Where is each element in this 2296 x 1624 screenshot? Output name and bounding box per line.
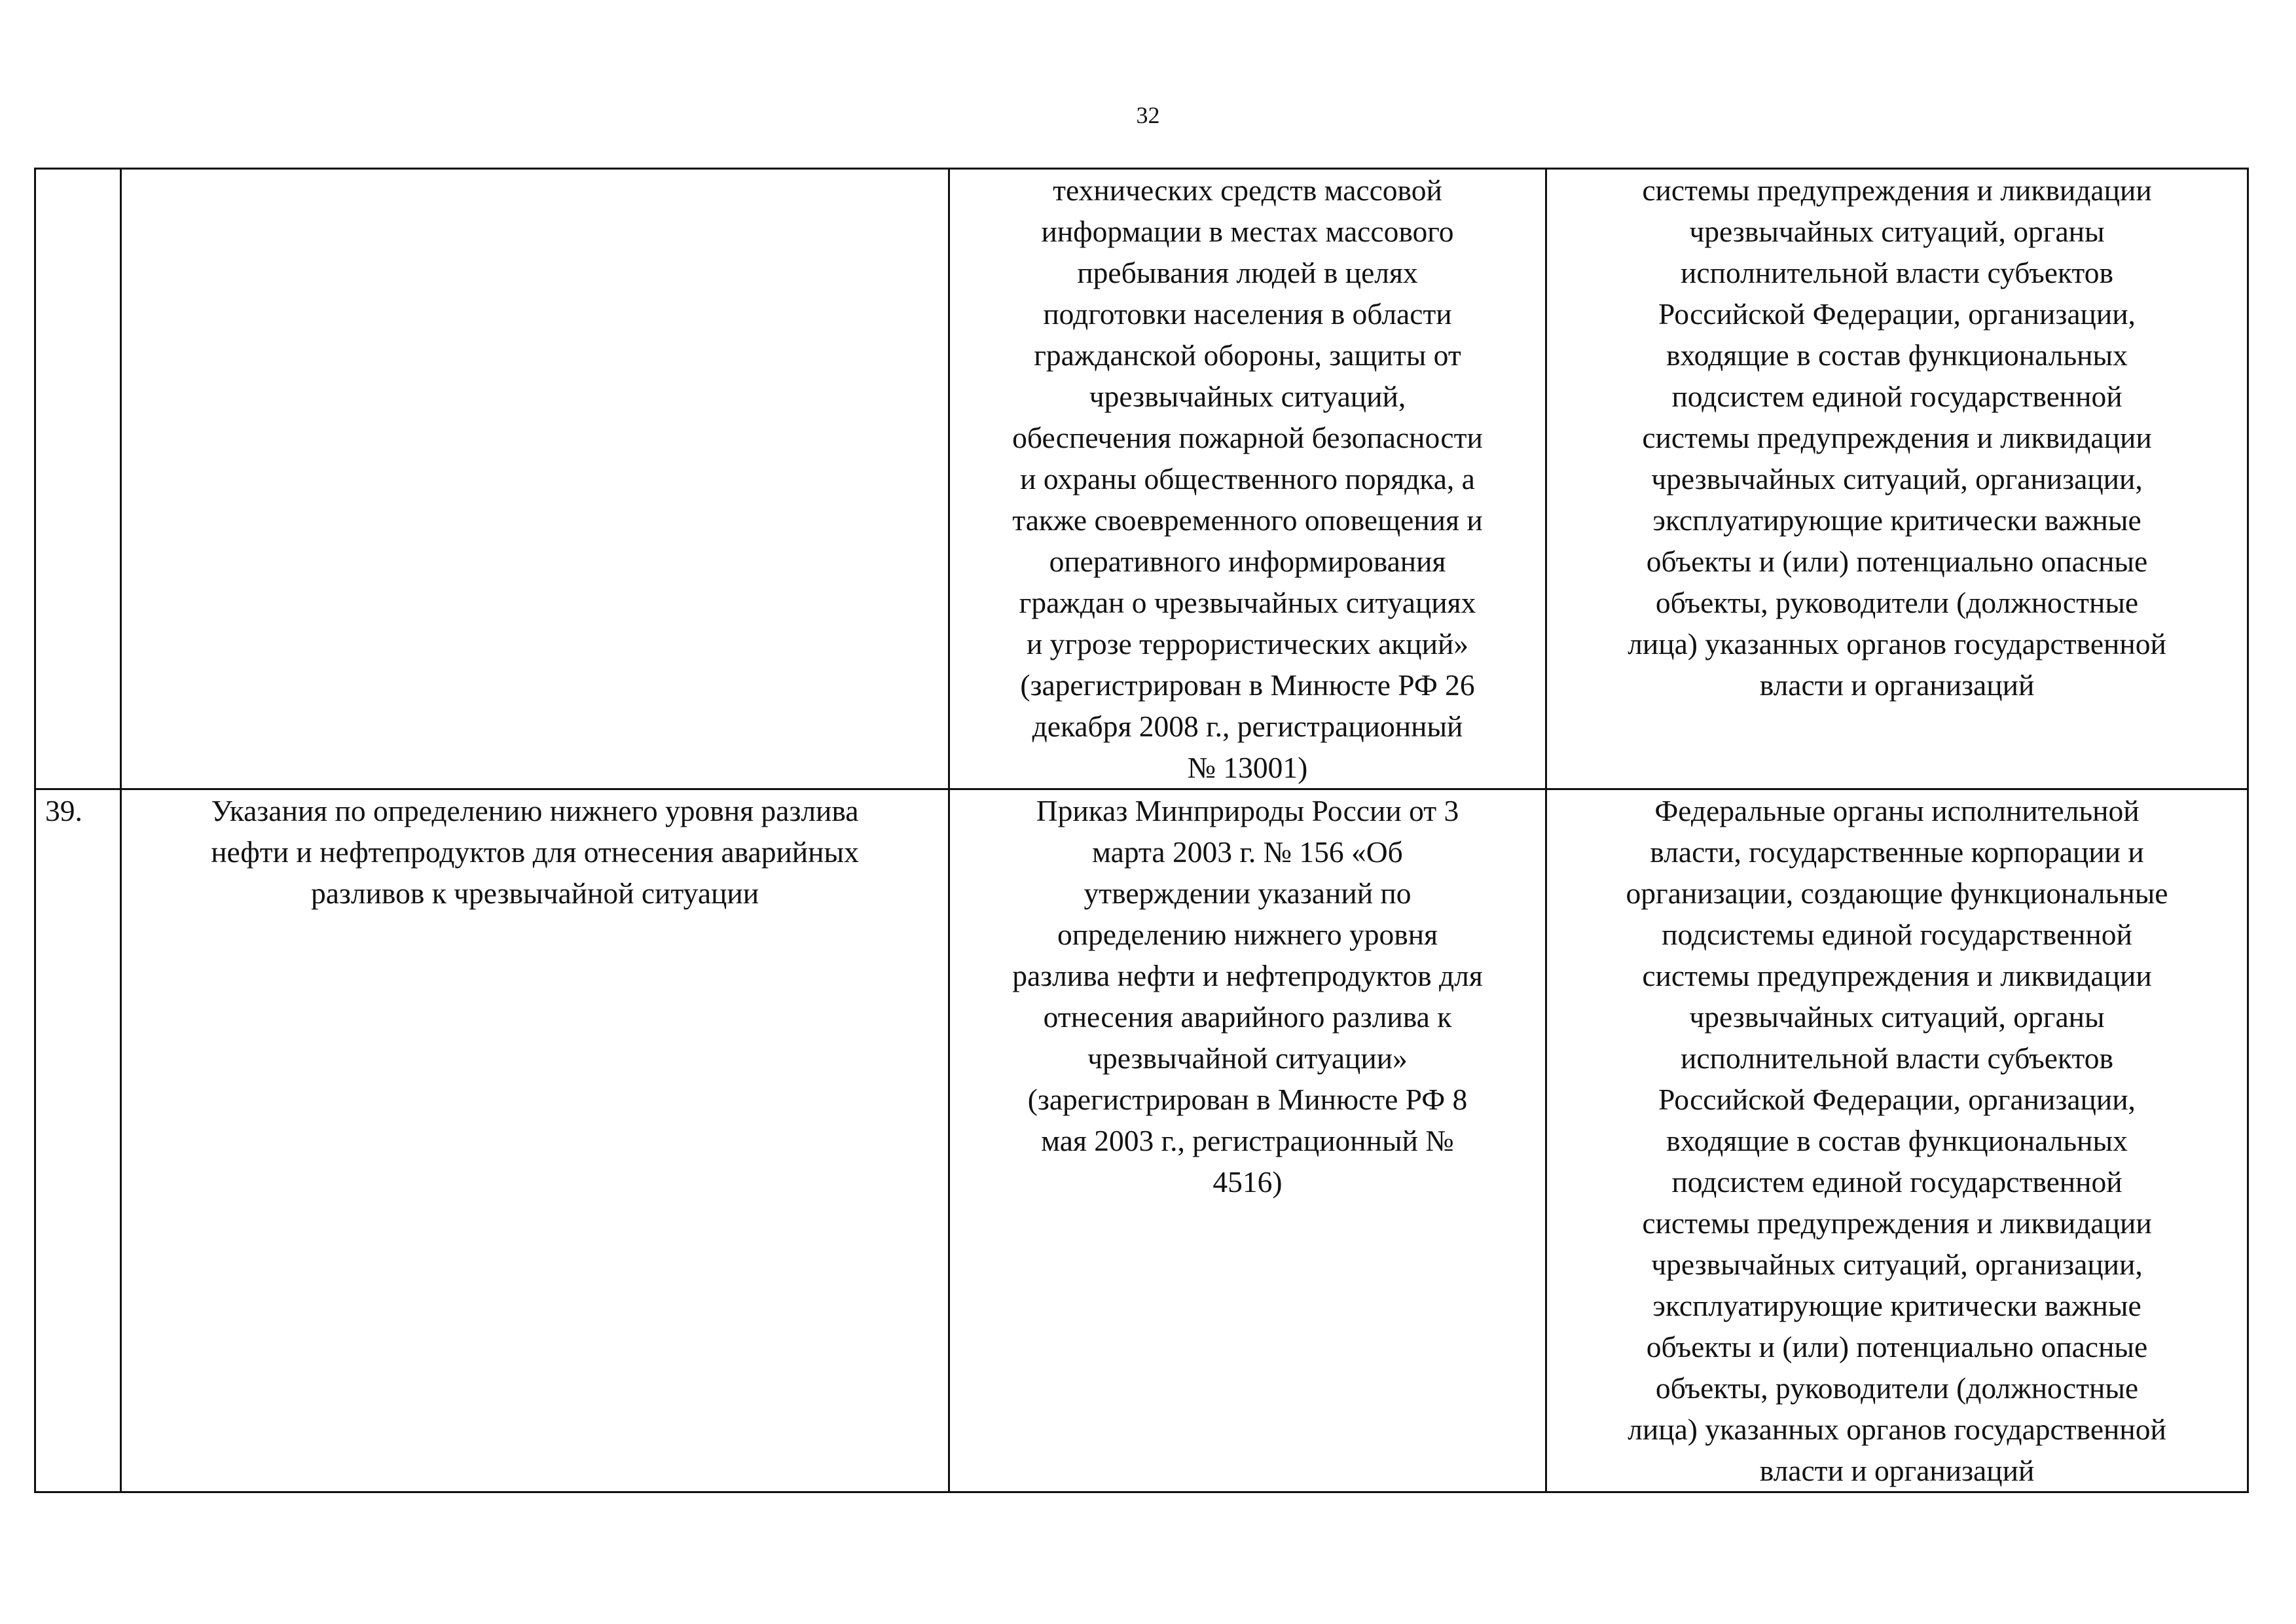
cell-text-line: системы предупреждения и ликвидации — [1642, 421, 2152, 454]
cell-text-line: марта 2003 г. № 156 «Об — [1092, 835, 1403, 869]
cell-text-line: подготовки населения в области — [1043, 297, 1452, 331]
cell-text-line: Федеральные органы исполнительной — [1654, 794, 2140, 827]
table-row — [35, 789, 2248, 1492]
cell-text-line: Российской Федерации, организации, — [1658, 297, 2136, 331]
cell-text-line: оперативного информирования — [1049, 545, 1446, 578]
cell-text-line: объекты и (или) потенциально опасные — [1646, 545, 2148, 578]
cell-text-line: подсистемы единой государственной — [1662, 918, 2132, 951]
cell-text-line: мая 2003 г., регистрационный № — [1041, 1124, 1454, 1157]
cell-text-line: № 13001) — [1187, 751, 1308, 784]
cell-text-line: власти и организаций — [1759, 1454, 2035, 1487]
cell-text-line: лица) указанных органов государственной — [1628, 627, 2166, 660]
cell-text-line: обеспечения пожарной безопасности — [1012, 421, 1483, 454]
cell-text-line: утверждении указаний по — [1084, 876, 1412, 910]
cell-text-line: нефти и нефтепродуктов для отнесения аварийных — [211, 835, 859, 869]
cell-text-line: чрезвычайных ситуаций, органы — [1689, 1000, 2105, 1034]
cell-text-line: гражданской обороны, защиты от — [1034, 338, 1461, 372]
cell-text-line: подсистем единой государственной — [1671, 1165, 2123, 1199]
cell-text-line: объекты, руководители (должностные — [1655, 586, 2139, 619]
cell-text-line: подсистем единой государственной — [1671, 380, 2123, 413]
cell-text-line: лица) указанных органов государственной — [1628, 1413, 2166, 1446]
cell-text-line: чрезвычайной ситуации» — [1087, 1041, 1408, 1075]
cell-text-line: разливов к чрезвычайной ситуации — [310, 876, 759, 910]
cell-text-line: отнесения аварийного разлива к — [1043, 1000, 1452, 1034]
cell-text-line: исполнительной власти субъектов — [1681, 256, 2113, 289]
cell-text-line: информации в местах массового — [1041, 215, 1454, 248]
cell-text-line: системы предупреждения и ликвидации — [1642, 1206, 2152, 1240]
cell-text-line: чрезвычайных ситуаций, — [1089, 380, 1406, 413]
row-document-cell — [949, 789, 1546, 1492]
cell-text-line: системы предупреждения и ликвидации — [1642, 173, 2152, 207]
cell-text-line: и угрозе террористических акций» — [1026, 627, 1469, 660]
cell-text-line: 4516) — [1212, 1165, 1283, 1199]
cell-text-line: пребывания людей в целях — [1077, 256, 1418, 289]
regulations-table — [34, 168, 2249, 1493]
cell-text-line: чрезвычайных ситуаций, организации, — [1651, 462, 2143, 496]
cell-text-line: объекты, руководители (должностные — [1655, 1371, 2139, 1405]
row-title-cell — [121, 169, 949, 789]
cell-text-line: также своевременного оповещения и — [1012, 503, 1483, 537]
cell-text-line: декабря 2008 г., регистрационный — [1032, 710, 1463, 743]
page-number: 32 — [1136, 102, 1160, 128]
cell-text-line: разлива нефти и нефтепродуктов для — [1012, 959, 1483, 992]
row-document-cell — [949, 169, 1546, 789]
row-number-cell: 39. — [35, 789, 121, 1492]
cell-text-line: власти, государственные корпорации и — [1650, 835, 2144, 869]
row-applies-to-cell — [1546, 169, 2248, 789]
cell-text-line: Указания по определению нижнего уровня разлива — [211, 794, 859, 827]
row-applies-to-cell — [1546, 789, 2248, 1492]
cell-text-line: эксплуатирующие критически важные — [1652, 1289, 2141, 1322]
table-row — [35, 169, 2248, 789]
cell-text-line: и охраны общественного порядка, а — [1020, 462, 1475, 496]
cell-text-line: объекты и (или) потенциально опасные — [1646, 1330, 2148, 1363]
row-number-cell — [35, 169, 121, 789]
cell-text-line: входящие в состав функциональных — [1666, 1124, 2128, 1157]
cell-text-line: (зарегистрирован в Минюсте РФ 26 — [1020, 668, 1475, 702]
cell-text-line: граждан о чрезвычайных ситуациях — [1019, 586, 1476, 619]
cell-text-line: (зарегистрирован в Минюсте РФ 8 — [1027, 1083, 1468, 1116]
cell-text-line: чрезвычайных ситуаций, организации, — [1651, 1248, 2143, 1281]
cell-text-line: технических средств массовой — [1053, 173, 1442, 207]
cell-text-line: чрезвычайных ситуаций, органы — [1689, 215, 2105, 248]
cell-text-line: эксплуатирующие критически важные — [1652, 503, 2141, 537]
row-title-cell — [121, 789, 949, 1492]
cell-text-line: входящие в состав функциональных — [1666, 338, 2128, 372]
cell-text-line: исполнительной власти субъектов — [1681, 1041, 2113, 1075]
cell-text-line: Российской Федерации, организации, — [1658, 1083, 2136, 1116]
cell-text-line: системы предупреждения и ликвидации — [1642, 959, 2152, 992]
cell-text-line: организации, создающие функциональные — [1626, 876, 2168, 910]
cell-text-line: Приказ Минприроды России от 3 — [1036, 794, 1459, 827]
cell-text-line: определению нижнего уровня — [1057, 918, 1438, 951]
cell-text-line: власти и организаций — [1759, 668, 2035, 702]
